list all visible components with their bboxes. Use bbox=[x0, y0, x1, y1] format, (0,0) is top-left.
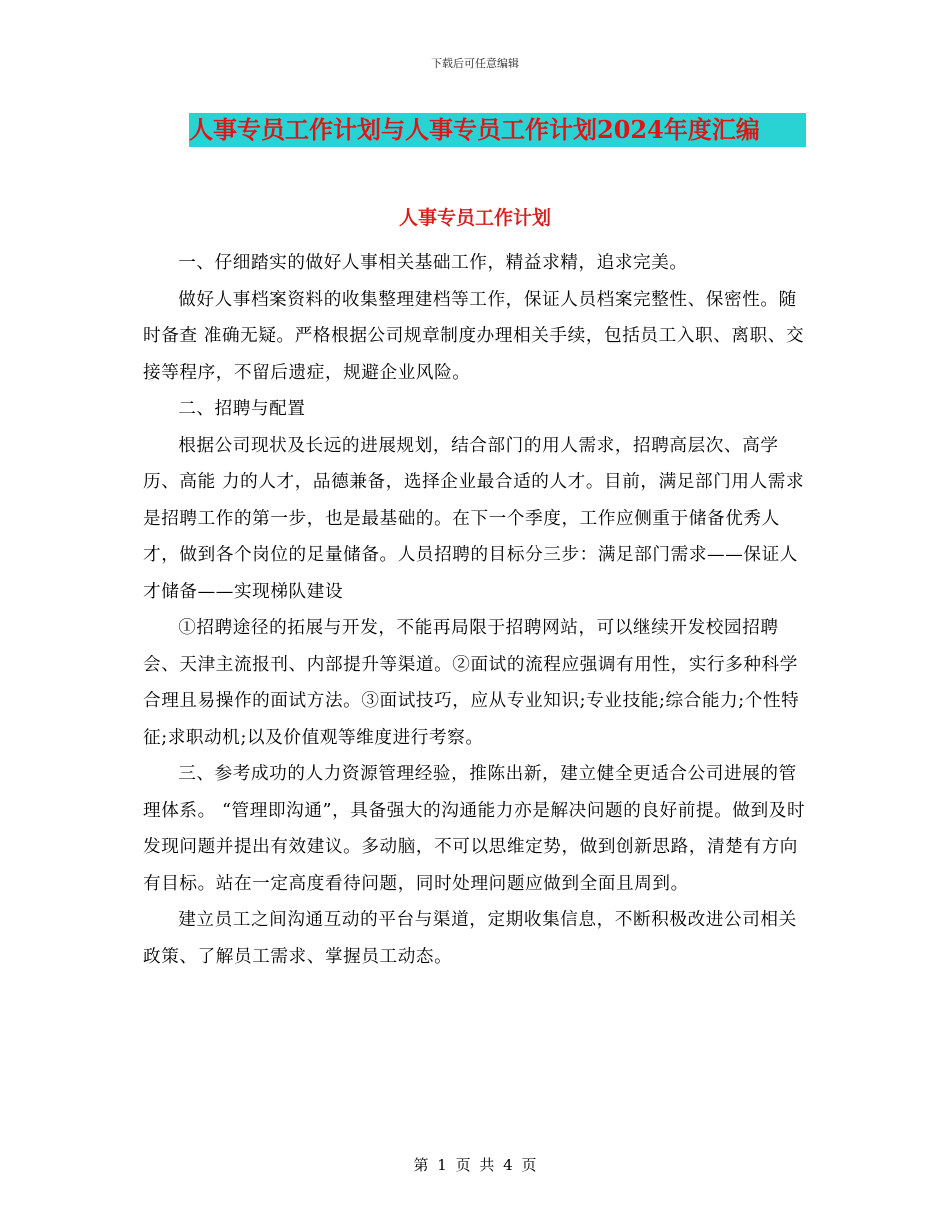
header-note: 下载后可任意编辑 bbox=[431, 57, 519, 70]
document-body bbox=[143, 245, 813, 975]
paragraph-6: 三、参考成功的人力资源管理经验，推陈出新，建立健全更适合公司进展的管理体系。 “管理即沟通”，具备强大的沟通能力亦是解决问题的良好前提。做到及时发现问题并提出有效建议。多动脑，不可以思维定势，做到创新思路，清楚有方向有目标。站在一定高度看待问题，同时处理问题应做到全面且周到。 bbox=[143, 764, 806, 894]
section-title: 人事专员工作计划 bbox=[398, 207, 551, 229]
document-title: 人事专员工作计划与人事专员工作计划2024年度汇编 bbox=[189, 113, 806, 147]
paragraph-5: ①招聘途径的拓展与开发，不能再局限于招聘网站，可以继续开发校园招聘会、天津主流报刊、内部提升等渠道。②面试的流程应强调有用性，实行多种科学合理且易操作的面试方法。③面试技巧，应从专业知识;专业技能;综合能力;个性特征;求职动机;以及价值观等维度进行考察。 bbox=[143, 618, 800, 748]
paragraph-3: 二、招聘与配置 bbox=[178, 399, 306, 419]
paragraph-7: 建立员工之间沟通互动的平台与渠道，定期收集信息，不断积极改进公司相关政策、了解员工需求、掌握员工动态。 bbox=[143, 910, 797, 967]
paragraph-2: 做好人事档案资料的收集整理建档等工作，保证人员档案完整性、保密性。随时备查 准确无疑。严格根据公司规章制度办理相关手续，包括员工入职、离职、交接等程序，不留后遗症，规避企业风险。 bbox=[143, 289, 805, 383]
page-footer: 第 1 页 共 4 页 bbox=[413, 1156, 537, 1174]
paragraph-1: 一、仔细踏实的做好人事相关基础工作，精益求精，追求完美。 bbox=[178, 253, 688, 273]
paragraph-4: 根据公司现状及长远的进展规划，结合部门的用人需求，招聘高层次、高学历、高能 力的人才，品德兼备，选择企业最合适的人才。目前，满足部门用人需求是招聘工作的第一步，也是最基础的。在下一个季度，工作应侧重于储备优秀人才，做到各个岗位的足量储备。人员招聘的目标分三步：满足部门需求——保证人才储备——实现梯队建设 bbox=[143, 435, 805, 602]
